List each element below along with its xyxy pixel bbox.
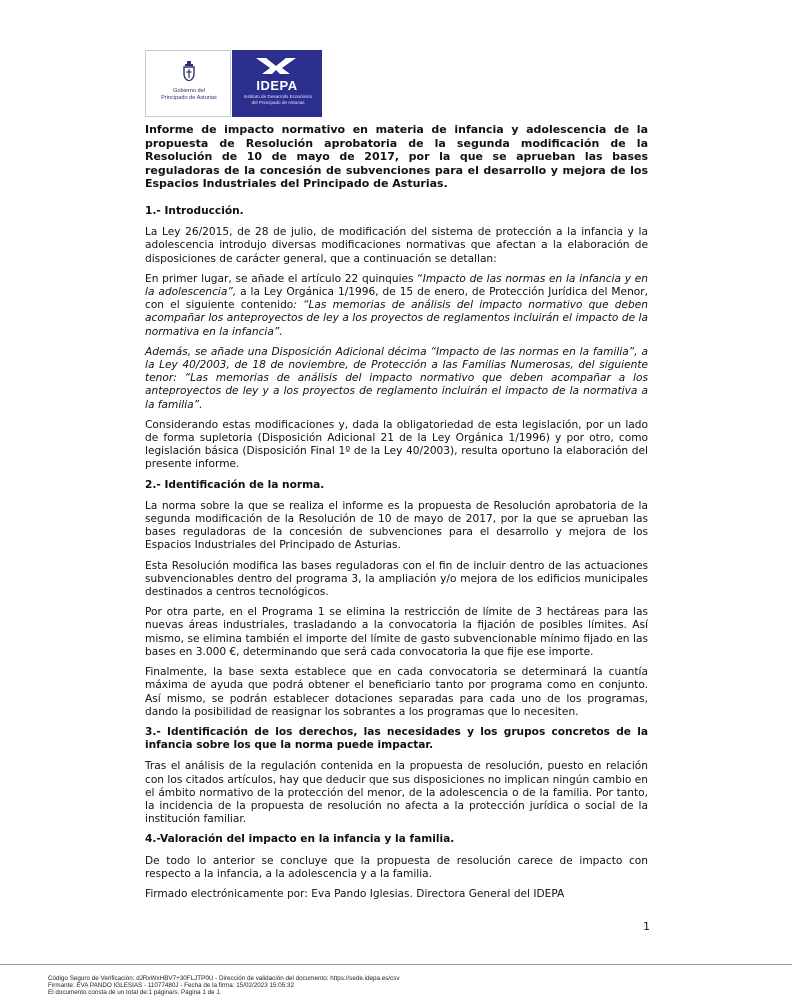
paragraph: Además, se añade una Disposición Adicional décima “Impacto de las normas en la familia”, a la Ley 40/2003, de 18 de noviembre, de Protección a las Familias Numerosas, del siguiente tenor: “Las memorias de análisis del impacto normativo que deben acompañar a los anteproyectos de ley y a los proyectos de reglamento incluirán el impacto de la normativa a la familia”.: [145, 345, 648, 411]
paragraph: [145, 273, 648, 339]
paragraph: De todo lo anterior se concluye que la propuesta de resolución carece de impacto con respecto a la infancia, a la adolescencia y a la familia.: [145, 854, 648, 880]
gobierno-asturias-logo: [145, 50, 231, 117]
signature-line: Firmado electrónicamente por: Eva Pando Iglesias. Directora General del IDEPA: [145, 887, 565, 900]
coat-of-arms-icon: [182, 61, 196, 81]
footer-csv-line: Código Seguro de Verificación: dJRxWxHBV7+30FLJTP0U - Dirección de validación del documento: https://sede.idepa.es/csv: [48, 975, 400, 982]
section-heading-introduccion: 1.- Introducción.: [145, 205, 244, 217]
paragraph: Considerando estas modificaciones y, dada la obligatoriedad de esta legislación, por un lado de forma supletoria (Disposición Adicional 21 de la Ley Orgánica 1/1996) y por otro, como legislación básica (Disposición Final 1º de la Ley 40/2003), resulta oportuno la elaboración del presente informe.: [145, 418, 648, 471]
document-title: Informe de impacto normativo en materia de infancia y adolescencia de la propuesta de Resolución aprobatoria de la segunda modificación de la Resolución de 10 de mayo de 2017, por la que se aprueban las bases reguladoras de la concesión de subvenciones para el desarrollo y mejora de los Espacios Industriales del Principado de Asturias.: [145, 123, 648, 190]
text-run-italic: Impacto de las normas en la infancia y en la adolescencia”,: [145, 272, 648, 299]
paragraph: Finalmente, la base sexta establece que en cada convocatoria se determinará la cuantía máxima de ayuda que podrá obtener el beneficiario tanto por programa como en conjunto. Así mismo, se podrán establecer dotaciones separadas para cada uno de los programas, dando la posibilidad de reasignar los sobrantes a los programas que lo necesiten.: [145, 666, 648, 718]
paragraph: Esta Resolución modifica las bases reguladoras con el fin de incluir dentro de las actuaciones subvencionables dentro del programa 3, la ampliación y/o mejora de los edificios municipales destinados a centros tecnológicos.: [145, 559, 648, 599]
footer-divider: [0, 964, 792, 965]
text-run-italic: : “Las memorias de análisis del impacto normativo que deben acompañar los anteproyectos de ley a los proyectos de reglamentos incluirán el impacto de la normativa en la infancia”.: [145, 299, 648, 338]
paragraph: La norma sobre la que se realiza el informe es la propuesta de Resolución aprobatoria de la segunda modificación de la Resolución de 10 de mayo de 2017, por la que se aprueban las bases reguladoras de la concesión de subvenciones para el desarrollo y mejora de los Espacios Industriales del Principado de Asturias.: [145, 499, 648, 552]
text-run: En primer lugar, se añade el artículo 22 quinquies “: [145, 272, 423, 285]
footer-pages-line: El documento consta de un total de:1 página/s. Página 1 de 1.: [48, 989, 222, 997]
page-number: 1: [643, 920, 650, 933]
footer-signer-line: Firmante: EVA PANDO IGLESIAS - 11077480J - Fecha de la firma: 15/02/2023 15:05:32: [48, 982, 295, 990]
verification-footer: [48, 975, 748, 997]
header-logos: [145, 50, 322, 117]
idepa-logo: [232, 50, 322, 117]
idepa-subtitle: Instituto de Desarrollo Económico del Principado de Asturias: [243, 94, 313, 105]
idepa-symbol-icon: [254, 56, 298, 76]
text-run: a la Ley Orgánica 1/1996, de 15 de enero, de Protección Jurídica del Menor, con el siguiente contenido: [145, 286, 648, 312]
gobierno-asturias-text: Gobierno del Principado de Asturias: [161, 88, 217, 101]
paragraph: Tras el análisis de la regulación contenida en la propuesta de resolución, puesto en relación con los citados artículos, hay que deducir que sus disposiciones no implican ningún cambio en el ámbito normativo de la protección del menor, de la adolescencia o de la familia. Por tanto, la incidencia de la propuesta de resolución no afecta a la protección jurídica o social de la institución familiar.: [145, 760, 648, 826]
paragraph: Por otra parte, en el Programa 1 se elimina la restricción de límite de 3 hectáreas para las nuevas áreas industriales, trasladando a la convocatoria la fijación de posibles límites. Así mismo, se elimina también el importe del límite de gasto subvencionable mínimo fijado en las bases en 3.000 €, determinando que será cada convocatoria la que fije ese importe.: [145, 606, 648, 658]
section-heading-derechos-infancia: 3.- Identificación de los derechos, las necesidades y los grupos concretos de la infancia sobre los que la norma puede impactar.: [145, 725, 648, 752]
section-heading-identificacion-norma: 2.- Identificación de la norma.: [145, 478, 325, 491]
idepa-name: IDEPA: [256, 78, 298, 93]
document-body: [145, 205, 648, 908]
section-heading-valoracion-impacto: 4.-Valoración del impacto en la infancia y la familia.: [145, 833, 455, 846]
paragraph: La Ley 26/2015, de 28 de julio, de modificación del sistema de protección a la infancia y la adolescencia introdujo diversas modificaciones normativas que afectan a la elaboración de disposiciones de carácter general, que a continuación se detallan:: [145, 226, 648, 265]
